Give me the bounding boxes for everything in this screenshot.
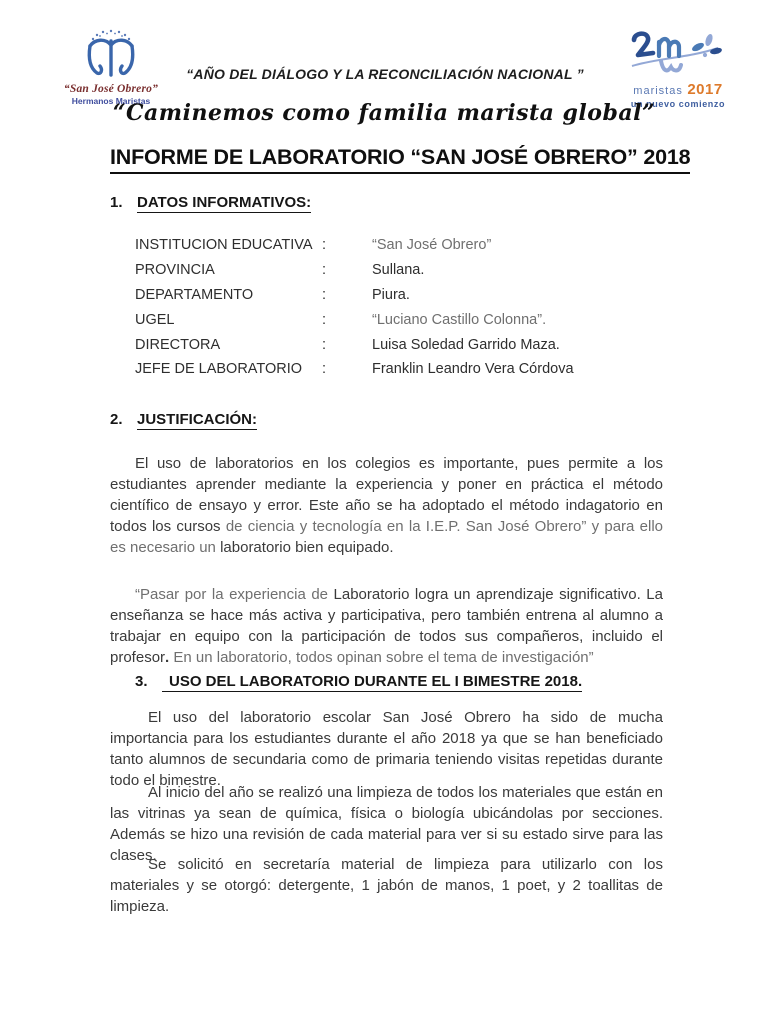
- section1-number: 1.: [110, 194, 123, 211]
- section-datos-informativos: [110, 194, 666, 382]
- section-justificacion: [110, 411, 663, 430]
- maristas-tagline: un nuevo comienzo: [630, 99, 726, 109]
- usage-paragraph-1: El uso del laboratorio escolar San José Obrero ha sido de mucha importancia para los estudiantes durante el año 2018 ya que se han beneficiado tanto alumnos de secundaria como de primaria teniendo visitas repetidas durante todo el bimestre.: [110, 709, 663, 789]
- field-separator: :: [322, 311, 327, 328]
- field-value: Piura.: [372, 286, 410, 303]
- field-separator: :: [322, 336, 327, 353]
- maristas-year-text: 2017: [687, 81, 723, 98]
- marist-motto: “Caminemos como familia marista global”: [112, 100, 656, 126]
- field-separator: :: [322, 361, 327, 378]
- maristas-brand-line: [608, 83, 748, 98]
- field-ugel: [110, 307, 666, 332]
- field-directora: [110, 332, 666, 357]
- usage-paragraph-2: Al inicio del año se realizó una limpieza de todos los materiales que están en las vitrinas ya sean de química, física o biología ubicándolas por secciones. Además se hizo una revisión de cada material para ver si su estado sirve para las clases.: [110, 784, 663, 864]
- section1-heading: [110, 194, 666, 213]
- quote-text-light: En un laboratorio, todos opinan sobre el tema de investigación”: [169, 649, 594, 666]
- section3-heading-text: USO DEL LABORATORIO DURANTE EL I BIMESTRE 2018.: [162, 673, 582, 692]
- marist-monogram-icon: [76, 26, 146, 82]
- field-label: INSTITUCION EDUCATIVA: [135, 237, 313, 254]
- section3-number: 3.: [135, 673, 148, 690]
- field-separator: :: [322, 286, 327, 303]
- maristas-2017-logo-icon: [626, 28, 730, 80]
- field-value: Luisa Soledad Garrido Maza.: [372, 336, 560, 353]
- field-separator: :: [322, 262, 327, 279]
- field-label: PROVINCIA: [135, 262, 215, 279]
- maristas-2017-logo: [608, 28, 748, 110]
- section-uso-laboratorio: [135, 673, 655, 692]
- section1-heading-text: DATOS INFORMATIVOS:: [137, 194, 312, 211]
- paragraph-text: laboratorio bien equipado.: [220, 539, 394, 556]
- field-value: Franklin Leandro Vera Córdova: [372, 361, 574, 378]
- field-label: DEPARTAMENTO: [135, 286, 254, 303]
- field-label: DIRECTORA: [135, 336, 221, 353]
- section2-number: 2.: [110, 411, 123, 428]
- report-title-text: INFORME DE LABORATORIO “SAN JOSÉ OBRERO” 2018: [110, 145, 690, 174]
- laboratory-quote-paragraph: [110, 584, 663, 668]
- justification-paragraph: [110, 453, 663, 558]
- paragraph-text: El uso de laboratorios en los colegios es importante, pues permite a los estudiantes aprender mediante la experiencia y poner en práctica el método científico de ensayo y error. Este año se ha adoptado el método indagatorio en todos los cursos: [110, 455, 663, 535]
- field-provincia: [110, 258, 666, 283]
- section3-heading: [135, 673, 655, 692]
- section2-heading: [110, 411, 663, 430]
- field-value: “San José Obrero”: [372, 237, 492, 254]
- school-logo: [50, 26, 172, 107]
- quote-period: .: [165, 649, 170, 666]
- school-logo-name: “San José Obrero”: [63, 83, 159, 95]
- field-jefe-laboratorio: [110, 357, 666, 382]
- report-title: [110, 145, 691, 174]
- quote-text: Laboratorio logra un aprendizaje significativo. La enseñanza se hace más activa y participativa, pero también entrena al alumno a trabajar en equipo con la participación de todos sus compañeros, incluido el profesor: [110, 586, 663, 666]
- field-departamento: [110, 283, 666, 308]
- maristas-brand-text: maristas: [633, 85, 683, 97]
- school-logo-subtitle: Hermanos Maristas: [71, 96, 151, 106]
- field-value: “Luciano Castillo Colonna”.: [372, 311, 547, 328]
- field-separator: :: [322, 237, 327, 254]
- section2-heading-text: JUSTIFICACIÓN:: [137, 411, 257, 428]
- national-year-quote: “AÑO DEL DIÁLOGO Y LA RECONCILIACIÓN NACIONAL ”: [186, 66, 584, 82]
- paragraph-text-light: de ciencia y tecnología en la I.E.P. San José Obrero” y para ello es necesario un: [110, 518, 663, 556]
- usage-paragraph-3: Se solicitó en secretaría material de limpieza para utilizarlo con los materiales y se otorgó: detergente, 1 jabón de manos, 1 poet, y 2 toallitas de limpieza.: [110, 856, 663, 915]
- field-value: Sullana.: [372, 262, 425, 279]
- field-label: UGEL: [135, 311, 175, 328]
- quote-text-light: “Pasar por la experiencia de: [135, 586, 334, 603]
- field-label: JEFE DE LABORATORIO: [135, 361, 303, 378]
- field-institucion-educativa: [110, 233, 666, 258]
- info-fields: [110, 233, 666, 382]
